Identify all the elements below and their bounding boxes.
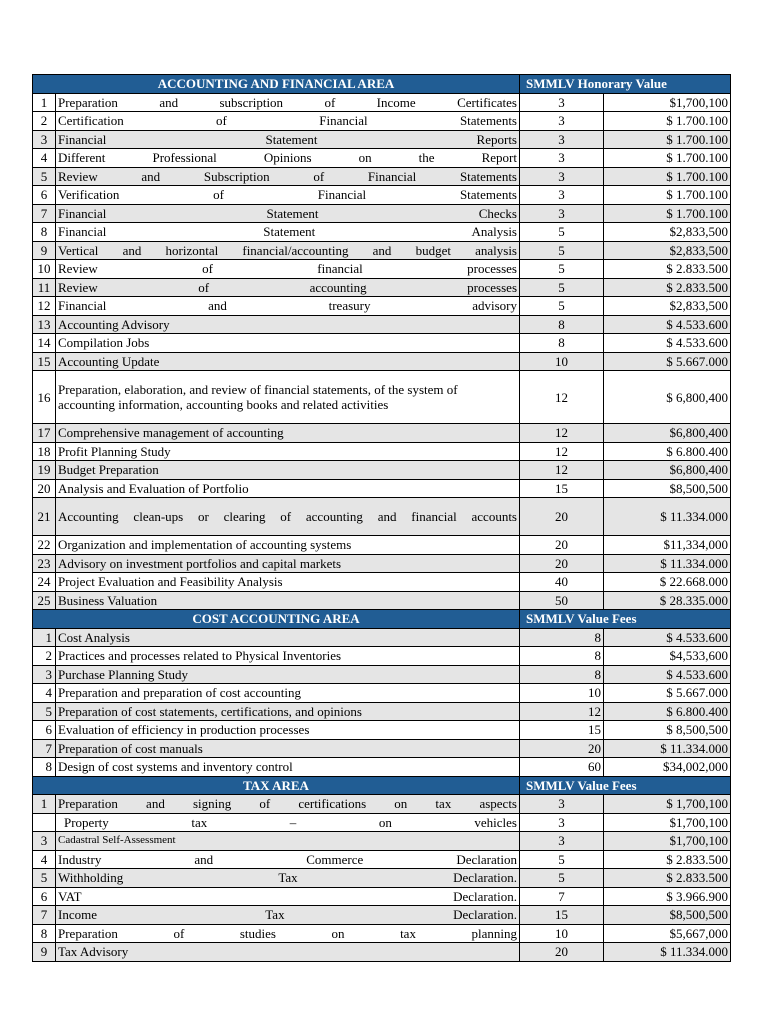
service-description: Practices and processes related to Physical Inventories: [56, 647, 520, 666]
smmlv-count: 3: [520, 130, 604, 149]
smmlv-count: 3: [520, 795, 604, 814]
table-row: [33, 260, 731, 279]
smmlv-count: 8: [520, 334, 604, 353]
fee-value: $2,833,500: [604, 297, 731, 316]
smmlv-count: 20: [520, 536, 604, 555]
row-number: 2: [33, 647, 56, 666]
section-header: [33, 75, 731, 94]
service-description: Preparation of cost manuals: [56, 739, 520, 758]
smmlv-count: 20: [520, 739, 604, 758]
table-row: [33, 758, 731, 777]
section-title: ACCOUNTING AND FINANCIAL AREA: [33, 75, 520, 94]
smmlv-count: 3: [520, 813, 604, 832]
service-description: Preparation of studies on tax planning: [56, 924, 520, 943]
fee-value: $ 2.833.500: [604, 850, 731, 869]
service-description: Verification of Financial Statements: [56, 186, 520, 205]
row-number: 7: [33, 204, 56, 223]
smmlv-count: 3: [520, 167, 604, 186]
fee-value: $1,700,100: [604, 93, 731, 112]
fee-value: $ 4.533.600: [604, 334, 731, 353]
row-number: 1: [33, 93, 56, 112]
row-number: 13: [33, 315, 56, 334]
fee-value: $8,500,500: [604, 906, 731, 925]
fee-value: $1,700,100: [604, 832, 731, 851]
fee-value: $ 11.334.000: [604, 739, 731, 758]
smmlv-count: 15: [520, 721, 604, 740]
table-row: [33, 315, 731, 334]
fee-value: $5,667,000: [604, 924, 731, 943]
row-number: 19: [33, 461, 56, 480]
table-row: [33, 186, 731, 205]
row-number: 17: [33, 424, 56, 443]
table-row: [33, 887, 731, 906]
table-row: [33, 371, 731, 424]
smmlv-count: 15: [520, 906, 604, 925]
fee-value: $ 28.335.000: [604, 591, 731, 610]
smmlv-count: 8: [520, 647, 604, 666]
service-description: Cost Analysis: [56, 628, 520, 647]
table-row: [33, 167, 731, 186]
row-number: 20: [33, 479, 56, 498]
fee-value: $ 1.700.100: [604, 167, 731, 186]
smmlv-count: 5: [520, 241, 604, 260]
service-description: Preparation and signing of certifications on tax aspects: [56, 795, 520, 814]
service-description: Project Evaluation and Feasibility Analysis: [56, 573, 520, 592]
table-row: [33, 554, 731, 573]
fee-value: $ 2.833.500: [604, 278, 731, 297]
fees-table: [32, 74, 731, 962]
table-row: [33, 832, 731, 851]
table-row: [33, 479, 731, 498]
row-number: 11: [33, 278, 56, 297]
smmlv-count: 3: [520, 149, 604, 168]
fee-value: $ 1.700.100: [604, 112, 731, 131]
row-number: 18: [33, 442, 56, 461]
service-description: Design of cost systems and inventory control: [56, 758, 520, 777]
table-row: [33, 424, 731, 443]
fee-value: $11,334,000: [604, 536, 731, 555]
smmlv-count: 3: [520, 204, 604, 223]
fee-value: $ 1.700.100: [604, 130, 731, 149]
service-description: Review and Subscription of Financial Statements: [56, 167, 520, 186]
service-description: Certification of Financial Statements: [56, 112, 520, 131]
service-description: Financial Statement Checks: [56, 204, 520, 223]
service-description: Vertical and horizontal financial/accounting and budget analysis: [56, 241, 520, 260]
row-number: 12: [33, 297, 56, 316]
smmlv-count: 12: [520, 371, 604, 424]
fee-value: $ 8,500,500: [604, 721, 731, 740]
smmlv-count: 5: [520, 278, 604, 297]
column-caption: SMMLV Honorary Value: [520, 75, 731, 94]
table-row: [33, 702, 731, 721]
table-row: [33, 721, 731, 740]
smmlv-count: 5: [520, 869, 604, 888]
smmlv-count: 10: [520, 352, 604, 371]
fee-value: $ 1.700.100: [604, 204, 731, 223]
table-row: [33, 906, 731, 925]
service-description: Profit Planning Study: [56, 442, 520, 461]
service-description: Analysis and Evaluation of Portfolio: [56, 479, 520, 498]
table-row: [33, 498, 731, 536]
service-description: Preparation, elaboration, and review of financial statements, of the system of accounting information, accounting books and related activities: [56, 371, 520, 424]
table-row: [33, 573, 731, 592]
row-number: 3: [33, 665, 56, 684]
row-number: 7: [33, 739, 56, 758]
service-description: Property tax – on vehicles: [56, 813, 520, 832]
fee-value: $6,800,400: [604, 461, 731, 480]
row-number: 14: [33, 334, 56, 353]
smmlv-count: 8: [520, 665, 604, 684]
table-row: [33, 924, 731, 943]
fee-value: $34,002,000: [604, 758, 731, 777]
table-row: [33, 795, 731, 814]
service-description: Compilation Jobs: [56, 334, 520, 353]
smmlv-count: 3: [520, 832, 604, 851]
service-description: Preparation of cost statements, certifications, and opinions: [56, 702, 520, 721]
fee-value: $4,533,600: [604, 647, 731, 666]
smmlv-count: 5: [520, 223, 604, 242]
service-description: Accounting Advisory: [56, 315, 520, 334]
service-description: Business Valuation: [56, 591, 520, 610]
service-description: Financial Statement Analysis: [56, 223, 520, 242]
row-number: 23: [33, 554, 56, 573]
table-row: [33, 850, 731, 869]
table-row: [33, 647, 731, 666]
smmlv-count: 12: [520, 424, 604, 443]
fee-value: $ 6.800.400: [604, 702, 731, 721]
row-number: 10: [33, 260, 56, 279]
table-row: [33, 813, 731, 832]
fee-value: $ 4.533.600: [604, 628, 731, 647]
service-description: Tax Advisory: [56, 943, 520, 962]
smmlv-count: 5: [520, 850, 604, 869]
smmlv-count: 8: [520, 628, 604, 647]
smmlv-count: 8: [520, 315, 604, 334]
service-description: Comprehensive management of accounting: [56, 424, 520, 443]
table-row: [33, 442, 731, 461]
fee-value: $ 6,800,400: [604, 371, 731, 424]
row-number: 7: [33, 906, 56, 925]
table-row: [33, 352, 731, 371]
service-description: Accounting Update: [56, 352, 520, 371]
section-title: COST ACCOUNTING AREA: [33, 610, 520, 629]
service-description: Financial Statement Reports: [56, 130, 520, 149]
fee-value: $ 3.966.900: [604, 887, 731, 906]
row-number: 4: [33, 850, 56, 869]
service-description: Industry and Commerce Declaration: [56, 850, 520, 869]
service-description: Advisory on investment portfolios and capital markets: [56, 554, 520, 573]
fee-value: $2,833,500: [604, 223, 731, 242]
service-description: Review of financial processes: [56, 260, 520, 279]
smmlv-count: 3: [520, 112, 604, 131]
smmlv-count: 5: [520, 260, 604, 279]
table-row: [33, 739, 731, 758]
table-row: [33, 278, 731, 297]
row-number: 6: [33, 721, 56, 740]
table-row: [33, 241, 731, 260]
table-row: [33, 684, 731, 703]
table-row: [33, 204, 731, 223]
service-description: Cadastral Self-Assessment: [56, 832, 520, 851]
row-number: 4: [33, 149, 56, 168]
row-number: 15: [33, 352, 56, 371]
row-number: 1: [33, 795, 56, 814]
row-number: 3: [33, 832, 56, 851]
table-row: [33, 112, 731, 131]
service-description: Income Tax Declaration.: [56, 906, 520, 925]
fee-value: $8,500,500: [604, 479, 731, 498]
fee-value: $ 22.668.000: [604, 573, 731, 592]
fee-value: $ 4.533.600: [604, 665, 731, 684]
column-caption: SMMLV Value Fees: [520, 776, 731, 795]
smmlv-count: 5: [520, 297, 604, 316]
smmlv-count: 12: [520, 702, 604, 721]
row-number: 8: [33, 924, 56, 943]
section-header: [33, 610, 731, 629]
table-row: [33, 869, 731, 888]
row-number: 16: [33, 371, 56, 424]
smmlv-count: 15: [520, 479, 604, 498]
service-description: Budget Preparation: [56, 461, 520, 480]
row-number: 3: [33, 130, 56, 149]
smmlv-count: 3: [520, 93, 604, 112]
smmlv-count: 7: [520, 887, 604, 906]
fee-value: $ 5.667.000: [604, 684, 731, 703]
table-row: [33, 149, 731, 168]
row-number: 5: [33, 702, 56, 721]
column-caption: SMMLV Value Fees: [520, 610, 731, 629]
fee-value: $ 2.833.500: [604, 260, 731, 279]
row-number: 21: [33, 498, 56, 536]
smmlv-count: 20: [520, 943, 604, 962]
table-row: [33, 130, 731, 149]
smmlv-count: 12: [520, 442, 604, 461]
table-row: [33, 297, 731, 316]
service-description: Different Professional Opinions on the Report: [56, 149, 520, 168]
service-description: Review of accounting processes: [56, 278, 520, 297]
service-description: Purchase Planning Study: [56, 665, 520, 684]
table-row: [33, 536, 731, 555]
smmlv-count: 12: [520, 461, 604, 480]
service-description: Evaluation of efficiency in production processes: [56, 721, 520, 740]
smmlv-count: 10: [520, 924, 604, 943]
fee-value: $ 1,700,100: [604, 795, 731, 814]
section-title: TAX AREA: [33, 776, 520, 795]
smmlv-count: 3: [520, 186, 604, 205]
smmlv-count: 60: [520, 758, 604, 777]
service-description: Accounting clean-ups or clearing of accounting and financial accounts: [56, 498, 520, 536]
table-row: [33, 591, 731, 610]
row-number: 4: [33, 684, 56, 703]
fee-value: $6,800,400: [604, 424, 731, 443]
service-description: VAT Declaration.: [56, 887, 520, 906]
service-description: Withholding Tax Declaration.: [56, 869, 520, 888]
service-description: Financial and treasury advisory: [56, 297, 520, 316]
row-number: 2: [33, 112, 56, 131]
smmlv-count: 50: [520, 591, 604, 610]
fee-value: $ 11.334.000: [604, 554, 731, 573]
row-number: [33, 813, 56, 832]
row-number: 24: [33, 573, 56, 592]
table-row: [33, 943, 731, 962]
section-header: [33, 776, 731, 795]
row-number: 9: [33, 241, 56, 260]
table-row: [33, 93, 731, 112]
fee-value: $2,833,500: [604, 241, 731, 260]
fee-value: $1,700,100: [604, 813, 731, 832]
row-number: 8: [33, 758, 56, 777]
fee-value: $ 1.700.100: [604, 186, 731, 205]
fee-value: $ 4.533.600: [604, 315, 731, 334]
table-row: [33, 628, 731, 647]
table-row: [33, 461, 731, 480]
smmlv-count: 20: [520, 554, 604, 573]
fee-value: $ 1.700.100: [604, 149, 731, 168]
row-number: 25: [33, 591, 56, 610]
fee-value: $ 5.667.000: [604, 352, 731, 371]
smmlv-count: 40: [520, 573, 604, 592]
smmlv-count: 10: [520, 684, 604, 703]
row-number: 1: [33, 628, 56, 647]
row-number: 8: [33, 223, 56, 242]
service-description: Preparation and subscription of Income Certificates: [56, 93, 520, 112]
fee-value: $ 11.334.000: [604, 943, 731, 962]
row-number: 6: [33, 186, 56, 205]
service-description: Organization and implementation of accounting systems: [56, 536, 520, 555]
table-row: [33, 223, 731, 242]
table-row: [33, 334, 731, 353]
service-description: Preparation and preparation of cost accounting: [56, 684, 520, 703]
fee-value: $ 2.833.500: [604, 869, 731, 888]
row-number: 6: [33, 887, 56, 906]
row-number: 5: [33, 869, 56, 888]
row-number: 5: [33, 167, 56, 186]
row-number: 9: [33, 943, 56, 962]
fee-value: $ 11.334.000: [604, 498, 731, 536]
smmlv-count: 20: [520, 498, 604, 536]
fee-value: $ 6.800.400: [604, 442, 731, 461]
table-row: [33, 665, 731, 684]
row-number: 22: [33, 536, 56, 555]
